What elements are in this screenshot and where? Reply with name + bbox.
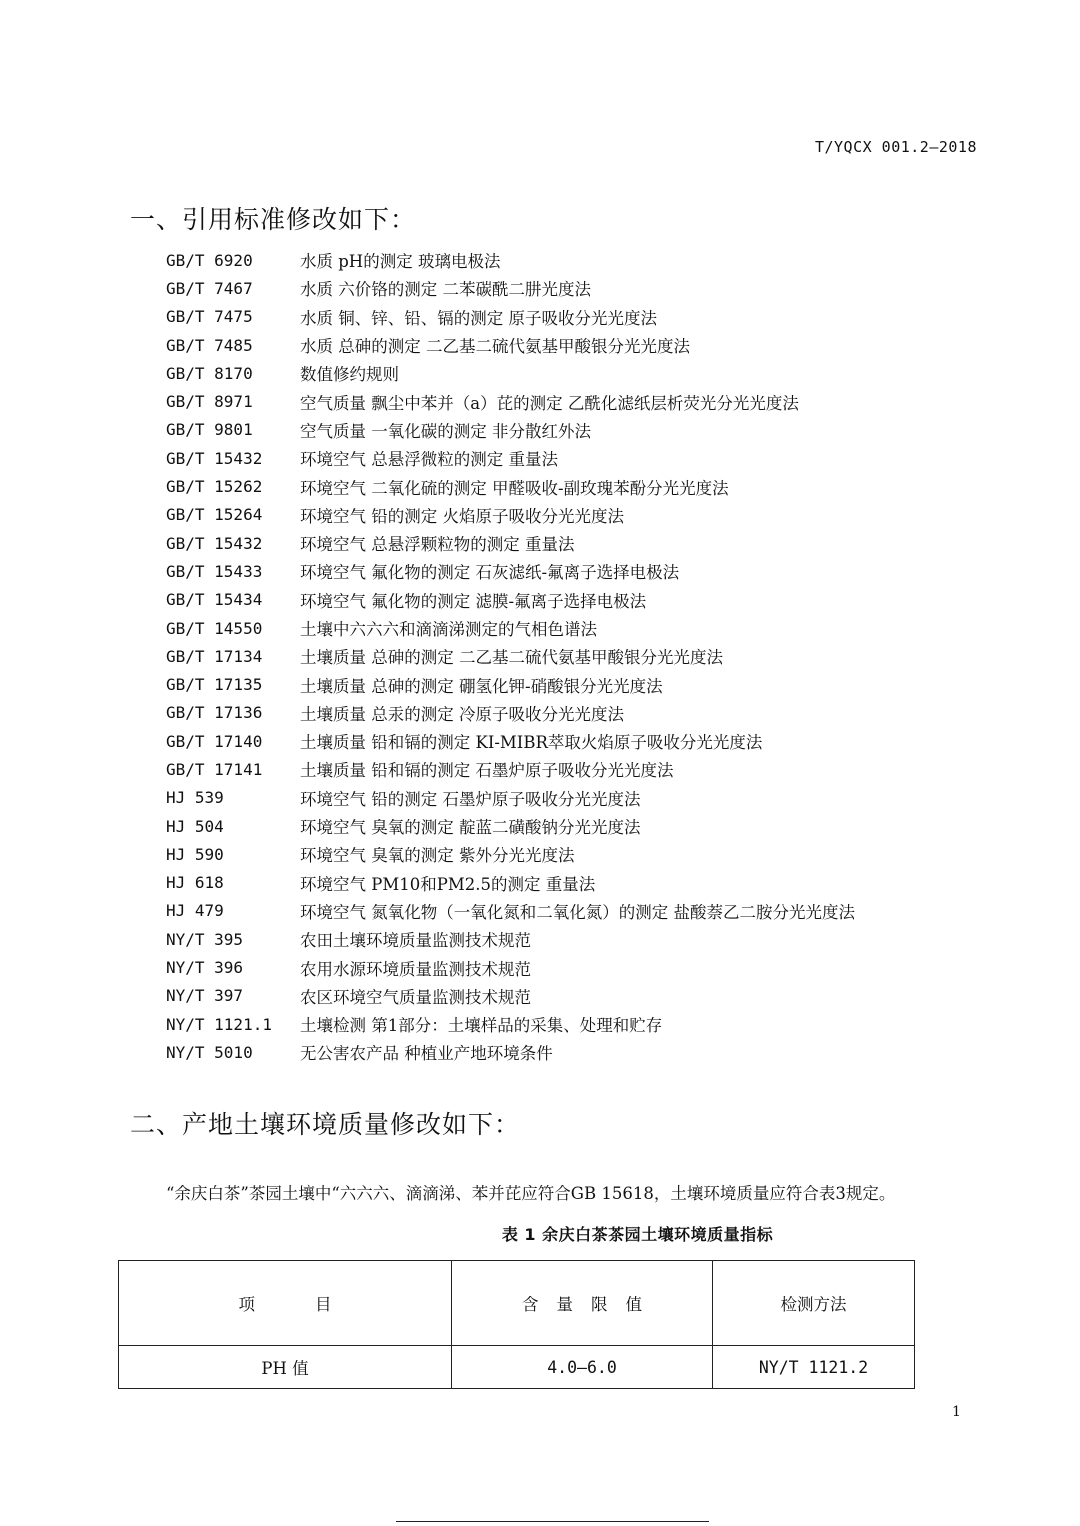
ref-code: GB/T 15433: [166, 561, 263, 581]
ref-title: 环境空气 氟化物的测定 滤膜-氟离子选择电极法: [300, 591, 647, 611]
ref-code: HJ 479: [166, 901, 224, 921]
cell-limit: 4.0—6.0: [452, 1346, 713, 1389]
ref-title: 环境空气 臭氧的测定 靛蓝二磺酸钠分光光度法: [300, 818, 641, 838]
ref-code: GB/T 17136: [166, 703, 263, 723]
list-item: [166, 642, 1046, 670]
ref-title: 环境空气 PM10和PM2.5的测定 重量法: [300, 874, 596, 894]
ref-title: 土壤质量 铅和镉的测定 KI-MIBR萃取火焰原子吸收分光光度法: [300, 733, 763, 753]
cell-method: NY/T 1121.2: [713, 1346, 915, 1389]
list-item: [166, 727, 1046, 755]
footer-rule: [396, 1521, 709, 1522]
header-method: 检测方法: [713, 1261, 915, 1346]
reference-list: [166, 246, 1046, 1067]
list-item: [166, 416, 1046, 444]
list-item: [166, 557, 1046, 585]
list-item: [166, 246, 1046, 274]
list-item: [166, 1010, 1046, 1038]
list-item: [166, 812, 1046, 840]
ref-code: GB/T 7475: [166, 307, 253, 327]
soil-quality-table: [118, 1260, 915, 1389]
ref-title: 农区环境空气质量监测技术规范: [300, 987, 531, 1007]
list-item: [166, 359, 1046, 387]
ref-code: HJ 539: [166, 788, 224, 808]
ref-title: 无公害农产品 种植业产地环境条件: [300, 1044, 553, 1064]
list-item: [166, 303, 1046, 331]
ref-title: 水质 铜、锌、铅、镉的测定 原子吸收分光光度法: [300, 308, 657, 328]
list-item: [166, 953, 1046, 981]
ref-title: 农田土壤环境质量监测技术规范: [300, 931, 531, 951]
header-limit: 含量限值: [452, 1261, 713, 1346]
list-item: [166, 1038, 1046, 1066]
header-item: 项目: [119, 1261, 452, 1346]
ref-title: 环境空气 铅的测定 火焰原子吸收分光光度法: [300, 506, 624, 526]
ref-title: 土壤检测 第1部分：土壤样品的采集、处理和贮存: [300, 1016, 663, 1036]
ref-title: 农用水源环境质量监测技术规范: [300, 959, 531, 979]
list-item: [166, 670, 1046, 698]
list-item: [166, 755, 1046, 783]
ref-title: 土壤质量 总砷的测定 二乙基二硫代氨基甲酸银分光光度法: [300, 648, 723, 668]
ref-title: 空气质量 飘尘中苯并（a）芘的测定 乙酰化滤纸层析荧光分光光度法: [300, 393, 799, 413]
ref-code: GB/T 15262: [166, 477, 263, 497]
list-item: [166, 897, 1046, 925]
ref-code: GB/T 15264: [166, 505, 263, 525]
section-heading-soil-quality: 二、产地土壤环境质量修改如下：: [130, 1110, 521, 1139]
ref-title: 土壤中六六六和滴滴涕测定的气相色谱法: [300, 620, 597, 639]
table-header-row: [119, 1261, 915, 1346]
ref-code: GB/T 17135: [166, 675, 263, 695]
list-item: [166, 274, 1046, 302]
list-item: [166, 982, 1046, 1010]
ref-code: GB/T 8170: [166, 363, 253, 383]
list-item: [166, 331, 1046, 359]
ref-code: GB/T 15434: [166, 590, 263, 610]
ref-code: NY/T 396: [166, 958, 244, 978]
list-item: [166, 699, 1046, 727]
ref-code: HJ 590: [166, 844, 224, 864]
page-number: 1: [952, 1404, 961, 1420]
ref-title: 环境空气 二氧化硫的测定 甲醛吸收-副玫瑰苯酚分光光度法: [300, 478, 729, 498]
ref-code: GB/T 17141: [166, 759, 263, 779]
ref-code: GB/T 9801: [166, 420, 253, 440]
list-item: [166, 614, 1046, 642]
list-item: [166, 387, 1046, 415]
document-code: T/YQCX 001.2—2018: [814, 138, 977, 156]
ref-title: 土壤质量 铅和镉的测定 石墨炉原子吸收分光光度法: [300, 761, 674, 781]
ref-title: 水质 pH的测定 玻璃电极法: [300, 252, 501, 272]
ref-title: 环境空气 氟化物的测定 石灰滤纸-氟离子选择电极法: [300, 563, 680, 583]
table-caption: 表 1 余庆白茶茶园土壤环境质量指标: [501, 1225, 774, 1244]
ref-title: 数值修约规则: [300, 365, 399, 385]
list-item: [166, 444, 1046, 472]
ref-code: GB/T 8971: [166, 392, 253, 412]
ref-title: 环境空气 臭氧的测定 紫外分光光度法: [300, 846, 575, 866]
ref-code: NY/T 5010: [166, 1042, 253, 1062]
ref-code: HJ 504: [166, 816, 224, 836]
cell-item: PH 值: [119, 1346, 452, 1389]
list-item: [166, 501, 1046, 529]
ref-title: 环境空气 总悬浮微粒的测定 重量法: [300, 450, 558, 470]
list-item: [166, 472, 1046, 500]
ref-code: NY/T 1121.1: [166, 1014, 272, 1034]
list-item: [166, 869, 1046, 897]
list-item: [166, 586, 1046, 614]
ref-code: HJ 618: [166, 873, 224, 893]
ref-title: 环境空气 氮氧化物（一氧化氮和二氧化氮）的测定 盐酸萘乙二胺分光光度法: [300, 902, 855, 922]
ref-code: GB/T 6920: [166, 250, 253, 270]
soil-quality-paragraph: “余庆白茶”茶园土壤中“六六六、滴滴涕、苯并芘应符合GB 15618，土壤环境质量应符合表3规定。: [166, 1184, 896, 1203]
ref-code: GB/T 14550: [166, 618, 263, 638]
ref-code: NY/T 395: [166, 929, 244, 949]
table-row: [119, 1346, 915, 1389]
list-item: [166, 529, 1046, 557]
ref-title: 环境空气 总悬浮颗粒物的测定 重量法: [300, 535, 575, 555]
ref-code: GB/T 7467: [166, 278, 253, 298]
ref-code: GB/T 15432: [166, 533, 263, 553]
list-item: [166, 784, 1046, 812]
ref-code: NY/T 397: [166, 986, 244, 1006]
list-item: [166, 925, 1046, 953]
section-heading-references: 一、引用标准修改如下：: [130, 205, 417, 234]
ref-code: GB/T 17134: [166, 646, 263, 666]
ref-title: 空气质量 一氧化碳的测定 非分散红外法: [300, 421, 591, 441]
ref-code: GB/T 17140: [166, 731, 263, 751]
ref-code: GB/T 7485: [166, 335, 253, 355]
list-item: [166, 840, 1046, 868]
ref-title: 土壤质量 总汞的测定 冷原子吸收分光光度法: [300, 704, 624, 724]
ref-title: 水质 六价铬的测定 二苯碳酰二肼光度法: [300, 280, 591, 300]
ref-title: 环境空气 铅的测定 石墨炉原子吸收分光光度法: [300, 789, 641, 809]
ref-title: 水质 总砷的测定 二乙基二硫代氨基甲酸银分光光度法: [300, 337, 690, 357]
ref-title: 土壤质量 总砷的测定 硼氢化钾-硝酸银分光光度法: [300, 676, 663, 696]
ref-code: GB/T 15432: [166, 448, 263, 468]
